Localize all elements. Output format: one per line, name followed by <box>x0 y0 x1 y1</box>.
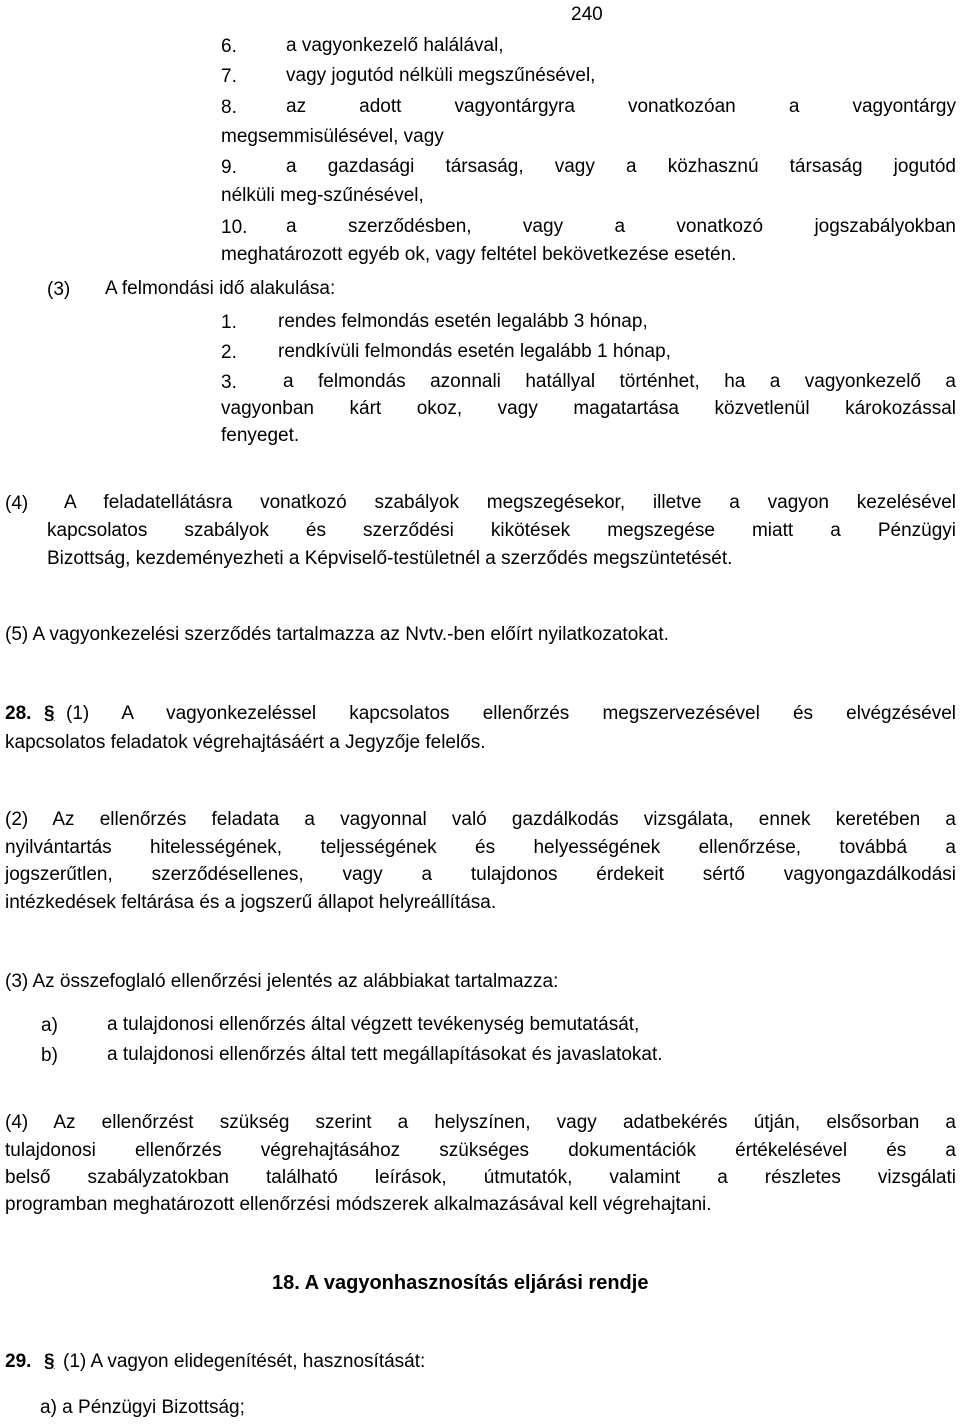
page-number: 240 <box>571 4 603 25</box>
paragraph-line: (4) Az ellenőrzést szükség szerint a helyszínen, vagy adatbekérés útján, elsősorban a <box>5 1112 956 1133</box>
list-item-text: a felmondás azonnali hatállyal történhet, ha a vagyonkezelő a <box>283 371 956 392</box>
paragraph-line: kapcsolatos szabályok és szerződési kikötések megszegése miatt a Pénzügyi <box>47 520 956 541</box>
paragraph-line: nyilvántartás hitelességének, teljességének és helyességének ellenőrzése, továbbá a <box>5 837 956 858</box>
paragraph-line: (3) Az összefoglaló ellenőrzési jelentés az alábbiakat tartalmazza: <box>5 971 559 992</box>
list-item-text: megsemmisülésével, vagy <box>221 126 444 147</box>
section-label: (4) <box>5 493 29 514</box>
list-number: 9. <box>221 157 237 178</box>
list-number: 7. <box>221 66 237 87</box>
paragraph-line: programban meghatározott ellenőrzési módszerek alkalmazásával kell végrehajtani. <box>5 1194 712 1215</box>
list-label: b) <box>41 1045 58 1066</box>
list-item-text: vagy jogutód nélküli megszűnésével, <box>286 65 596 86</box>
list-item-text: a) a Pénzügyi Bizottság; <box>40 1397 245 1418</box>
list-item-text: a szerződésben, vagy a vonatkozó jogszabályokban <box>286 216 956 237</box>
list-number: 2. <box>221 342 237 363</box>
list-item-text: fenyeget. <box>221 425 300 446</box>
list-item-text: a vagyonkezelő halálával, <box>286 35 504 56</box>
paragraph-line: (5) A vagyonkezelési szerződés tartalmazza az Nvtv.-ben előírt nyilatkozatokat. <box>5 624 669 645</box>
paragraph-line: Bizottság, kezdeményezheti a Képviselő-testületnél a szerződés megszüntetését. <box>47 548 733 569</box>
list-item-text: a tulajdonosi ellenőrzés által tett megállapításokat és javaslatokat. <box>107 1044 663 1065</box>
list-number: 1. <box>221 312 237 333</box>
list-number: 3. <box>221 372 237 393</box>
section-label: (3) <box>47 279 71 300</box>
list-item-text: vagyonban kárt okoz, vagy magatartása közvetlenül károkozással <box>221 398 956 419</box>
paragraph-line: (1) A vagyonkezeléssel kapcsolatos ellenőrzés megszervezésével és elvégzésével <box>66 703 956 724</box>
list-number: 10. <box>221 217 248 238</box>
list-item-text: az adott vagyontárgyra vonatkozóan a vagyontárgy <box>286 96 956 117</box>
paragraph-line: intézkedések feltárása és a jogszerű állapot helyreállítása. <box>5 892 497 913</box>
list-item-text: rendkívüli felmondás esetén legalább 1 hónap, <box>278 341 671 362</box>
paragraph-line: belső szabályzatokban található leírások, útmutatók, valamint a részletes vizsgálati <box>5 1167 956 1188</box>
paragraph-line: A feladatellátásra vonatkozó szabályok megszegésekor, illetve a vagyon kezelésével <box>64 492 956 513</box>
paragraph-line: jogszerűtlen, szerződésellenes, vagy a tulajdonos érdekeit sértő vagyongazdálkodási <box>5 864 956 885</box>
paragraph-number: 28. <box>5 703 32 724</box>
paragraph-line: (2) Az ellenőrzés feladata a vagyonnal való gazdálkodás vizsgálata, ennek keretében a <box>5 809 956 830</box>
list-item-text: nélküli meg-szűnésével, <box>221 185 424 206</box>
list-number: 8. <box>221 97 237 118</box>
paragraph-line: (1) A vagyon elidegenítését, hasznosítását: <box>63 1351 426 1372</box>
section-sign: § <box>44 1351 55 1372</box>
chapter-heading: 18. A vagyonhasznosítás eljárási rendje <box>272 1272 649 1294</box>
paragraph-number: 29. <box>5 1351 32 1372</box>
list-item-text: a tulajdonosi ellenőrzés által végzett tevékenység bemutatását, <box>107 1014 640 1035</box>
section-sign: § <box>44 703 55 724</box>
paragraph-line: tulajdonosi ellenőrzés végrehajtásához szükséges dokumentációk értékelésével és a <box>5 1140 956 1161</box>
paragraph-line: kapcsolatos feladatok végrehajtásáért a Jegyzője felelős. <box>5 732 486 753</box>
list-item-text: meghatározott egyéb ok, vagy feltétel bekövetkezése esetén. <box>221 244 737 265</box>
list-item-text: rendes felmondás esetén legalább 3 hónap, <box>278 311 648 332</box>
list-number: 6. <box>221 36 237 57</box>
list-item-text: a gazdasági társaság, vagy a közhasznú társaság jogutód <box>286 156 956 177</box>
section-title: A felmondási idő alakulása: <box>105 278 336 299</box>
list-label: a) <box>41 1015 58 1036</box>
